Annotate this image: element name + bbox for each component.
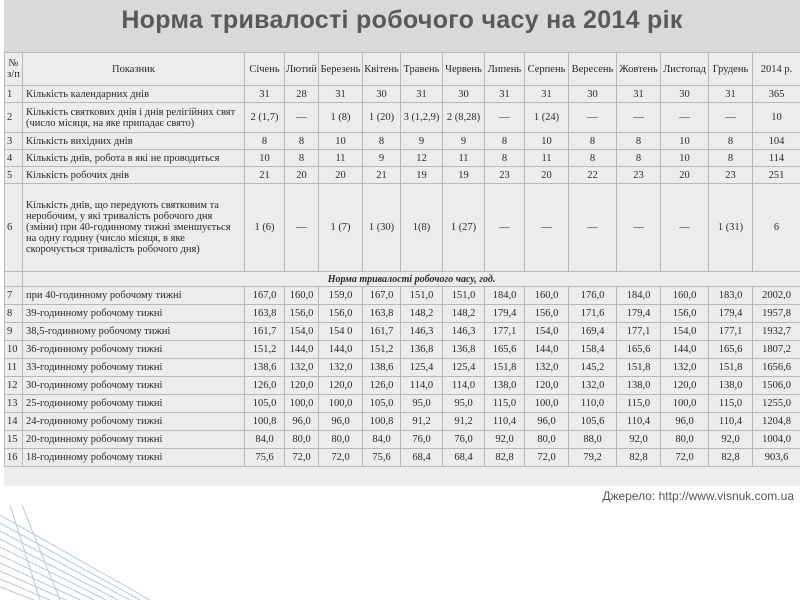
table-row xyxy=(5,133,800,150)
row-cell: 8 xyxy=(709,133,753,150)
header-month: Серпень xyxy=(525,53,569,86)
row-number: 2 xyxy=(5,103,23,133)
row-cell: 72,0 xyxy=(285,449,319,467)
row-cell: 8 xyxy=(569,150,617,167)
row-cell: 9 xyxy=(443,133,485,150)
row-cell: 76,0 xyxy=(401,431,443,449)
row-cell: 115,0 xyxy=(485,395,525,413)
row-cell: 31 xyxy=(319,86,363,103)
table-row xyxy=(5,103,800,133)
row-number: 6 xyxy=(5,184,23,272)
row-number: 5 xyxy=(5,167,23,184)
row-cell: 23 xyxy=(485,167,525,184)
row-cell: 11 xyxy=(319,150,363,167)
row-cell: 3 (1,2,9) xyxy=(401,103,443,133)
row-cell: 31 xyxy=(401,86,443,103)
row-number: 3 xyxy=(5,133,23,150)
row-cell: 10 xyxy=(525,133,569,150)
row-cell: 72,0 xyxy=(319,449,363,467)
row-cell: 105,6 xyxy=(569,413,617,431)
table-row xyxy=(5,323,800,341)
row-cell: 23 xyxy=(709,167,753,184)
row-cell: 10 xyxy=(319,133,363,150)
table-row xyxy=(5,431,800,449)
row-cell: 138,6 xyxy=(245,359,285,377)
row-cell: 1 (24) xyxy=(525,103,569,133)
row-cell: 75,6 xyxy=(363,449,401,467)
row-cell: 144,0 xyxy=(661,341,709,359)
row-cell: 11 xyxy=(443,150,485,167)
row-label: Кількість робочих днів xyxy=(23,167,245,184)
row-cell: 22 xyxy=(569,167,617,184)
row-cell: 154,0 xyxy=(525,323,569,341)
header-month: Січень xyxy=(245,53,285,86)
row-cell: 8 xyxy=(617,133,661,150)
row-cell: — xyxy=(569,103,617,133)
row-cell: 158,4 xyxy=(569,341,617,359)
row-cell: 80,0 xyxy=(319,431,363,449)
row-cell: 156,0 xyxy=(319,305,363,323)
row-cell: 84,0 xyxy=(245,431,285,449)
row-cell: 68,4 xyxy=(443,449,485,467)
row-total: 1656,6 xyxy=(753,359,800,377)
table-row xyxy=(5,287,800,305)
row-total: 104 xyxy=(753,133,800,150)
table-row xyxy=(5,86,800,103)
row-cell: 31 xyxy=(485,86,525,103)
row-number: 7 xyxy=(5,287,23,305)
row-cell: 10 xyxy=(661,133,709,150)
row-cell: 8 xyxy=(617,150,661,167)
row-cell: 163,8 xyxy=(363,305,401,323)
row-cell: 151,2 xyxy=(363,341,401,359)
row-total: 1957,8 xyxy=(753,305,800,323)
table-row xyxy=(5,449,800,467)
row-cell: 2 (8,28) xyxy=(443,103,485,133)
row-cell: — xyxy=(285,184,319,272)
row-cell: 8 xyxy=(709,150,753,167)
row-cell: 144,0 xyxy=(285,341,319,359)
row-label: 30-годинному робочому тижні xyxy=(23,377,245,395)
table-row xyxy=(5,167,800,184)
row-cell: 151,2 xyxy=(245,341,285,359)
table-row xyxy=(5,359,800,377)
row-cell: 82,8 xyxy=(617,449,661,467)
row-cell: 171,6 xyxy=(569,305,617,323)
row-number: 16 xyxy=(5,449,23,467)
row-cell: 179,4 xyxy=(485,305,525,323)
row-label: Кількість вихідних днів xyxy=(23,133,245,150)
row-cell: 100,8 xyxy=(363,413,401,431)
row-total: 10 xyxy=(753,103,800,133)
row-cell: — xyxy=(661,184,709,272)
table-row xyxy=(5,413,800,431)
row-cell: 1 (30) xyxy=(363,184,401,272)
row-cell: 154,0 xyxy=(661,323,709,341)
row-cell: 96,0 xyxy=(285,413,319,431)
row-cell: 79,2 xyxy=(569,449,617,467)
row-cell: 160,0 xyxy=(661,287,709,305)
row-cell: 115,0 xyxy=(709,395,753,413)
row-total: 1255,0 xyxy=(753,395,800,413)
row-cell: 148,2 xyxy=(443,305,485,323)
row-cell: 120,0 xyxy=(525,377,569,395)
row-cell: 132,0 xyxy=(569,377,617,395)
header-month: Вересень xyxy=(569,53,617,86)
row-cell: 82,8 xyxy=(709,449,753,467)
row-label: 25-годинному робочому тижні xyxy=(23,395,245,413)
row-cell: 177,1 xyxy=(617,323,661,341)
row-label: 36-годинному робочому тижні xyxy=(23,341,245,359)
row-total: 114 xyxy=(753,150,800,167)
row-total: 1004,0 xyxy=(753,431,800,449)
row-cell: 84,0 xyxy=(363,431,401,449)
row-cell: 1 (6) xyxy=(245,184,285,272)
row-total: 903,6 xyxy=(753,449,800,467)
row-cell: 156,0 xyxy=(661,305,709,323)
row-cell: 92,0 xyxy=(485,431,525,449)
row-cell: — xyxy=(569,184,617,272)
row-total: 251 xyxy=(753,167,800,184)
row-cell: 126,0 xyxy=(363,377,401,395)
row-cell: 21 xyxy=(363,167,401,184)
row-cell: 30 xyxy=(661,86,709,103)
row-cell: 151,0 xyxy=(443,287,485,305)
header-month: Лютий xyxy=(285,53,319,86)
row-cell: 30 xyxy=(363,86,401,103)
row-cell: — xyxy=(617,184,661,272)
row-cell: 9 xyxy=(363,150,401,167)
header-year: 2014 р. xyxy=(753,53,800,86)
row-cell: 10 xyxy=(661,150,709,167)
row-cell: 160,0 xyxy=(285,287,319,305)
row-cell: 8 xyxy=(569,133,617,150)
row-cell: 10 xyxy=(245,150,285,167)
row-cell: 154 0 xyxy=(319,323,363,341)
row-cell: 1 (7) xyxy=(319,184,363,272)
row-cell: 23 xyxy=(617,167,661,184)
row-label: Кількість днів, робота в які не проводиться xyxy=(23,150,245,167)
row-cell: 1 (8) xyxy=(319,103,363,133)
row-label: 33-годинному робочому тижні xyxy=(23,359,245,377)
row-cell: 31 xyxy=(709,86,753,103)
row-cell: 31 xyxy=(245,86,285,103)
row-cell: — xyxy=(525,184,569,272)
row-cell: 28 xyxy=(285,86,319,103)
row-label: 24-годинному робочому тижні xyxy=(23,413,245,431)
row-cell: 92,0 xyxy=(617,431,661,449)
row-cell: 19 xyxy=(401,167,443,184)
table-row xyxy=(5,184,800,272)
row-cell: 163,8 xyxy=(245,305,285,323)
row-cell: 31 xyxy=(525,86,569,103)
row-cell: 146,3 xyxy=(401,323,443,341)
row-cell: 20 xyxy=(661,167,709,184)
row-cell: 179,4 xyxy=(617,305,661,323)
row-cell: 80,0 xyxy=(661,431,709,449)
row-cell: — xyxy=(285,103,319,133)
row-cell: 100,8 xyxy=(245,413,285,431)
row-cell: 120,0 xyxy=(285,377,319,395)
row-cell: 145,2 xyxy=(569,359,617,377)
row-cell: 110,4 xyxy=(617,413,661,431)
row-total: 1506,0 xyxy=(753,377,800,395)
header-month: Грудень xyxy=(709,53,753,86)
row-cell: 146,3 xyxy=(443,323,485,341)
row-cell: 96,0 xyxy=(319,413,363,431)
row-cell: 80,0 xyxy=(525,431,569,449)
row-number: 10 xyxy=(5,341,23,359)
row-number: 13 xyxy=(5,395,23,413)
row-cell: 91,2 xyxy=(401,413,443,431)
row-cell: 115,0 xyxy=(617,395,661,413)
section-row xyxy=(5,272,800,287)
row-cell: 156,0 xyxy=(285,305,319,323)
row-number: 4 xyxy=(5,150,23,167)
header-month: Квітень xyxy=(363,53,401,86)
row-cell: 132,0 xyxy=(661,359,709,377)
header-month: Жовтень xyxy=(617,53,661,86)
row-cell: 160,0 xyxy=(525,287,569,305)
row-number: 11 xyxy=(5,359,23,377)
row-cell: 161,7 xyxy=(363,323,401,341)
row-cell: 105,0 xyxy=(245,395,285,413)
row-cell: 8 xyxy=(363,133,401,150)
row-cell: 8 xyxy=(485,133,525,150)
row-number: 14 xyxy=(5,413,23,431)
row-cell: 1 (31) xyxy=(709,184,753,272)
row-cell: 156,0 xyxy=(525,305,569,323)
table-row xyxy=(5,305,800,323)
header-month: Червень xyxy=(443,53,485,86)
row-label: Кількість святкових днів і днів релігійних свят (число місяця, на яке припадає свято) xyxy=(23,103,245,133)
row-label: 20-годинному робочому тижні xyxy=(23,431,245,449)
row-cell: 8 xyxy=(485,150,525,167)
row-cell: 138,6 xyxy=(363,359,401,377)
row-total: 2002,0 xyxy=(753,287,800,305)
row-cell: 176,0 xyxy=(569,287,617,305)
table-row xyxy=(5,377,800,395)
row-label: 38,5-годинному робочому тижні xyxy=(23,323,245,341)
row-cell: 159,0 xyxy=(319,287,363,305)
row-cell: 169,4 xyxy=(569,323,617,341)
row-label: 39-годинному робочому тижні xyxy=(23,305,245,323)
row-cell: 120,0 xyxy=(319,377,363,395)
row-cell: — xyxy=(661,103,709,133)
row-cell: 132,0 xyxy=(525,359,569,377)
work-hours-table xyxy=(4,52,800,467)
row-cell: 125,4 xyxy=(401,359,443,377)
row-label: Кількість днів, що передують святковим та неробочим, у які тривалість робочого дня (зміни) при 40-годинному тижні зменшується на одну годину (число місяця, в яке скорочується тривалість робочого дня) xyxy=(23,184,245,272)
row-cell: 167,0 xyxy=(363,287,401,305)
row-cell: 76,0 xyxy=(443,431,485,449)
row-cell: 95,0 xyxy=(443,395,485,413)
row-cell: 138,0 xyxy=(617,377,661,395)
row-cell: 165,6 xyxy=(709,341,753,359)
row-cell: 148,2 xyxy=(401,305,443,323)
page-title: Норма тривалості робочого часу на 2014 рік xyxy=(121,6,683,34)
header-month: Липень xyxy=(485,53,525,86)
header-month: Листопад xyxy=(661,53,709,86)
row-cell: 136,8 xyxy=(443,341,485,359)
header-num: № з/п xyxy=(5,53,23,86)
row-cell: — xyxy=(709,103,753,133)
row-cell: 80,0 xyxy=(285,431,319,449)
row-cell: 20 xyxy=(319,167,363,184)
row-cell: 132,0 xyxy=(319,359,363,377)
row-cell: 105,0 xyxy=(363,395,401,413)
row-cell: 165,6 xyxy=(617,341,661,359)
header-month: Березень xyxy=(319,53,363,86)
row-cell: 110,4 xyxy=(709,413,753,431)
source-caption: Джерело: http://www.visnuk.com.ua xyxy=(602,489,794,503)
row-cell: 20 xyxy=(525,167,569,184)
row-cell: 136,8 xyxy=(401,341,443,359)
section-num xyxy=(5,272,23,287)
row-cell: 8 xyxy=(285,150,319,167)
title-bar xyxy=(4,0,800,52)
row-cell: 144,0 xyxy=(319,341,363,359)
row-cell: 30 xyxy=(569,86,617,103)
section-label: Норма тривалості робочого часу, год. xyxy=(23,272,800,287)
row-cell: 8 xyxy=(245,133,285,150)
work-hours-table-container xyxy=(4,52,800,486)
row-cell: 75,6 xyxy=(245,449,285,467)
header-indicator: Показник xyxy=(23,53,245,86)
row-cell: 100,0 xyxy=(661,395,709,413)
row-cell: 161,7 xyxy=(245,323,285,341)
row-label: 18-годинному робочому тижні xyxy=(23,449,245,467)
row-cell: 125,4 xyxy=(443,359,485,377)
row-cell: — xyxy=(485,184,525,272)
row-cell: 92,0 xyxy=(709,431,753,449)
row-number: 15 xyxy=(5,431,23,449)
row-cell: 183,0 xyxy=(709,287,753,305)
row-cell: 184,0 xyxy=(485,287,525,305)
row-cell: 96,0 xyxy=(661,413,709,431)
row-cell: 165,6 xyxy=(485,341,525,359)
row-cell: 144,0 xyxy=(525,341,569,359)
row-cell: — xyxy=(617,103,661,133)
row-cell: 95,0 xyxy=(401,395,443,413)
row-cell: 114,0 xyxy=(443,377,485,395)
row-cell: 96,0 xyxy=(525,413,569,431)
row-cell: 138,0 xyxy=(485,377,525,395)
row-cell: 72,0 xyxy=(525,449,569,467)
row-cell: 9 xyxy=(401,133,443,150)
row-number: 12 xyxy=(5,377,23,395)
row-cell: 126,0 xyxy=(245,377,285,395)
row-cell: 120,0 xyxy=(661,377,709,395)
row-cell: 179,4 xyxy=(709,305,753,323)
row-cell: 88,0 xyxy=(569,431,617,449)
table-header-row xyxy=(5,53,800,86)
row-cell: 151,0 xyxy=(401,287,443,305)
row-cell: 132,0 xyxy=(285,359,319,377)
row-cell: 1 (20) xyxy=(363,103,401,133)
row-cell: 1(8) xyxy=(401,184,443,272)
row-cell: 31 xyxy=(617,86,661,103)
row-cell: 151,8 xyxy=(485,359,525,377)
row-cell: 151,8 xyxy=(709,359,753,377)
corner-decoration xyxy=(0,505,160,600)
row-label: Кількість календарних днів xyxy=(23,86,245,103)
row-cell: — xyxy=(485,103,525,133)
row-cell: 30 xyxy=(443,86,485,103)
row-cell: 151,8 xyxy=(617,359,661,377)
table-row xyxy=(5,150,800,167)
row-number: 1 xyxy=(5,86,23,103)
row-number: 9 xyxy=(5,323,23,341)
row-cell: 91,2 xyxy=(443,413,485,431)
row-label: при 40-годинному робочому тижні xyxy=(23,287,245,305)
row-total: 1204,8 xyxy=(753,413,800,431)
row-cell: 19 xyxy=(443,167,485,184)
row-cell: 68,4 xyxy=(401,449,443,467)
row-number: 8 xyxy=(5,305,23,323)
row-cell: 82,8 xyxy=(485,449,525,467)
row-cell: 177,1 xyxy=(709,323,753,341)
row-cell: 1 (27) xyxy=(443,184,485,272)
row-cell: 100,0 xyxy=(525,395,569,413)
row-cell: 11 xyxy=(525,150,569,167)
table-row xyxy=(5,341,800,359)
row-total: 6 xyxy=(753,184,800,272)
row-total: 365 xyxy=(753,86,800,103)
row-cell: 114,0 xyxy=(401,377,443,395)
row-cell: 138,0 xyxy=(709,377,753,395)
row-cell: 2 (1,7) xyxy=(245,103,285,133)
row-cell: 12 xyxy=(401,150,443,167)
row-cell: 177,1 xyxy=(485,323,525,341)
row-cell: 184,0 xyxy=(617,287,661,305)
row-cell: 154,0 xyxy=(285,323,319,341)
row-cell: 72,0 xyxy=(661,449,709,467)
row-total: 1932,7 xyxy=(753,323,800,341)
row-cell: 110,0 xyxy=(569,395,617,413)
header-month: Травень xyxy=(401,53,443,86)
table-row xyxy=(5,395,800,413)
row-cell: 8 xyxy=(285,133,319,150)
row-cell: 110,4 xyxy=(485,413,525,431)
row-cell: 167,0 xyxy=(245,287,285,305)
row-cell: 100,0 xyxy=(319,395,363,413)
row-cell: 100,0 xyxy=(285,395,319,413)
row-cell: 21 xyxy=(245,167,285,184)
row-total: 1807,2 xyxy=(753,341,800,359)
row-cell: 20 xyxy=(285,167,319,184)
